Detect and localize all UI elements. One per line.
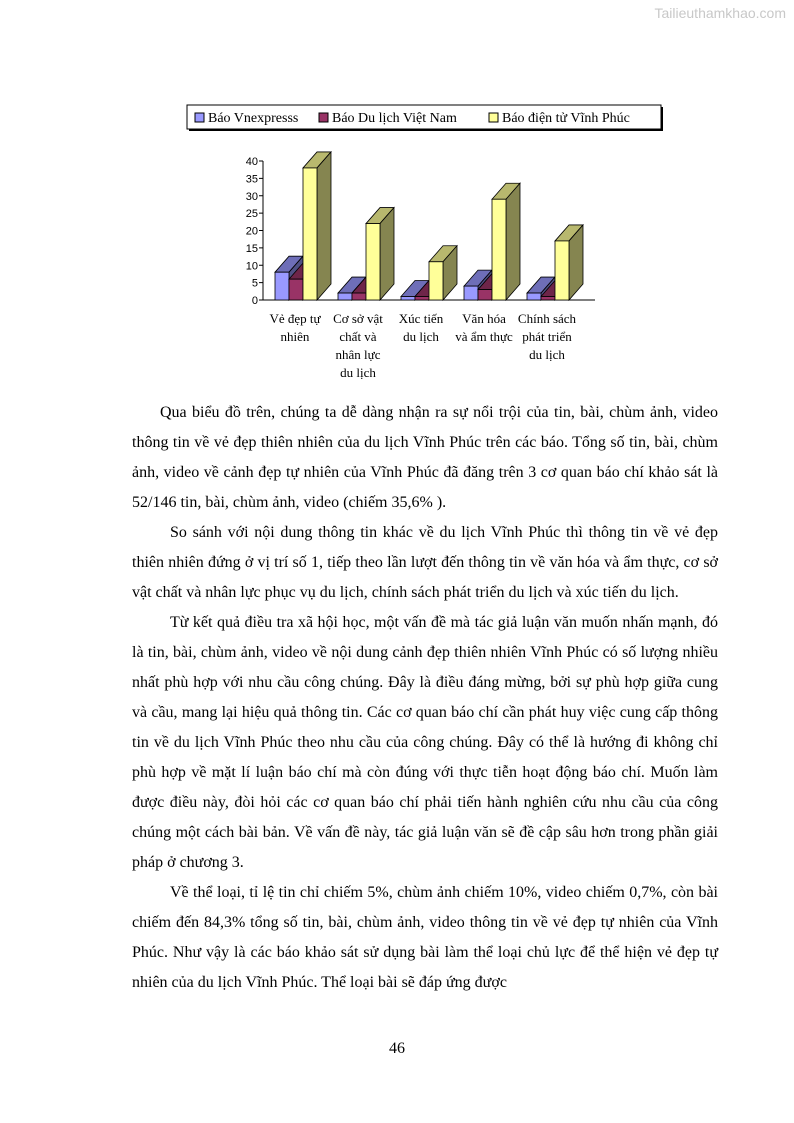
bar-cat3-series3 <box>429 262 443 300</box>
y-tick-label: 25 <box>245 208 258 221</box>
body-text <box>132 398 718 998</box>
y-tick-label: 5 <box>251 277 258 290</box>
legend-label-1: Báo Vnexpresss <box>208 111 299 126</box>
paragraph-3: Từ kết quả điều tra xã hội học, một vấn đề mà tác giả luận văn muốn nhấn mạnh, đó là tin, bài, chùm ảnh, video về nội dung cảnh đẹp thiên nhiên Vĩnh Phúc có số lượng nhiều nhất phù hợp với nhu cầu công chúng. Đây là điều đáng mừng, bởi sự phù hợp giữa cung và cầu, mang lại hiệu quả thông tin. Các cơ quan báo chí cần phát huy việc cung cấp thông tin về du lịch Vĩnh Phúc theo nhu cầu của công chúng. Đây có thể là hướng đi không chỉ phù hợp về mặt lí luận báo chí mà còn đúng với thực tiễn hoạt động báo chí. Muốn làm được điều này, đòi hỏi các cơ quan báo chí phải tiến hành nghiên cứu nhu cầu của công chúng một cách bài bản. Về vấn đề này, tác giả luận văn sẽ đề cập sâu hơn trong phần giải pháp ở chương 3. <box>132 614 718 871</box>
bar-chart-svg <box>185 103 665 393</box>
bar-cat2-series3 <box>366 224 380 300</box>
x-tick-label: Vẻ đẹp tự <box>269 311 321 326</box>
y-tick-label: 40 <box>245 156 258 168</box>
x-tick-label: nhiên <box>280 329 310 344</box>
legend-label-2: Báo Du lịch Việt Nam <box>332 111 457 126</box>
y-tick-label: 0 <box>251 295 258 307</box>
x-tick-label: du lịch <box>403 329 439 344</box>
y-tick-label: 10 <box>245 260 258 273</box>
bar-cat1-series2 <box>289 279 303 300</box>
bar-cat5-series2 <box>541 297 555 300</box>
x-tick-label: Xúc tiến <box>398 311 444 326</box>
bar-cat4-series3 <box>492 199 506 300</box>
x-tick-label: Cơ sở vật <box>333 311 383 326</box>
paragraph-2: So sánh với nội dung thông tin khác về du lịch Vĩnh Phúc thì thông tin về vẻ đẹp thiên nhiên đứng ở vị trí số 1, tiếp theo lần lượt đến thông tin về văn hóa và ẩm thực, cơ sở vật chất và nhân lực phục vụ du lịch, chính sách phát triển du lịch và xúc tiến du lịch. <box>132 524 718 601</box>
x-tick-label: Chính sách <box>517 311 577 326</box>
y-tick-label: 35 <box>245 173 258 186</box>
x-tick-label: du lịch <box>340 365 376 380</box>
bar-cat1-series3-side <box>317 152 331 300</box>
bar-cat1-series3 <box>303 168 317 300</box>
bar-cat3-series2 <box>415 297 429 300</box>
x-tick-label: Văn hóa <box>462 311 506 326</box>
watermark: Tailieuthamkhao.com <box>654 5 786 21</box>
legend-swatch-1 <box>195 113 204 122</box>
page-number: 46 <box>389 1040 405 1057</box>
bar-cat1-series1 <box>275 272 289 300</box>
bar-cat4-series1 <box>464 286 478 300</box>
x-tick-label: phát triển <box>522 329 572 344</box>
paragraph-1: Qua biểu đồ trên, chúng ta dễ dàng nhận ra sự nổi trội của tin, bài, chùm ảnh, video thông tin về vẻ đẹp thiên nhiên của du lịch Vĩnh Phúc trên các báo. Tổng số tin, bài, chùm ảnh, video về cảnh đẹp tự nhiên của Vĩnh Phúc đã đăng trên 3 cơ quan báo chí khảo sát là 52/146 tin, bài, chùm ảnh, video (chiếm 35,6% ). <box>132 404 718 511</box>
bar-cat2-series1 <box>338 293 352 300</box>
legend-swatch-3 <box>489 113 498 122</box>
x-tick-label: nhân lực <box>335 347 381 362</box>
y-tick-label: 30 <box>245 190 258 203</box>
paragraph-4: Về thể loại, tỉ lệ tin chỉ chiếm 5%, chùm ảnh chiếm 10%, video chiếm 0,7%, còn bài chiếm đến 84,3% tổng số tin, bài, chùm ảnh, video thông tin về vẻ đẹp tự nhiên của Vĩnh Phúc. Như vậy là các báo khảo sát sử dụng bài làm thể loại chủ lực để thể hiện vẻ đẹp tự nhiên của du lịch Vĩnh Phúc. Thể loại bài sẽ đáp ứng được <box>132 884 718 991</box>
bar-cat2-series2 <box>352 293 366 300</box>
y-tick-label: 15 <box>245 242 258 255</box>
legend-swatch-2 <box>319 113 328 122</box>
bar-cat5-series1 <box>527 293 541 300</box>
y-tick-label: 20 <box>245 225 258 238</box>
legend-label-3: Báo điện tử Vĩnh Phúc <box>502 111 630 126</box>
bar-cat2-series3-side <box>380 208 394 300</box>
bar-cat5-series3 <box>555 241 569 300</box>
bar-cat3-series1 <box>401 297 415 300</box>
bar-cat4-series3-side <box>506 183 520 300</box>
x-tick-label: du lịch <box>529 347 565 362</box>
bar-cat4-series2 <box>478 290 492 300</box>
x-tick-label: chất và <box>339 329 377 344</box>
bar-chart <box>185 103 665 393</box>
x-tick-label: và ẩm thực <box>455 329 513 344</box>
